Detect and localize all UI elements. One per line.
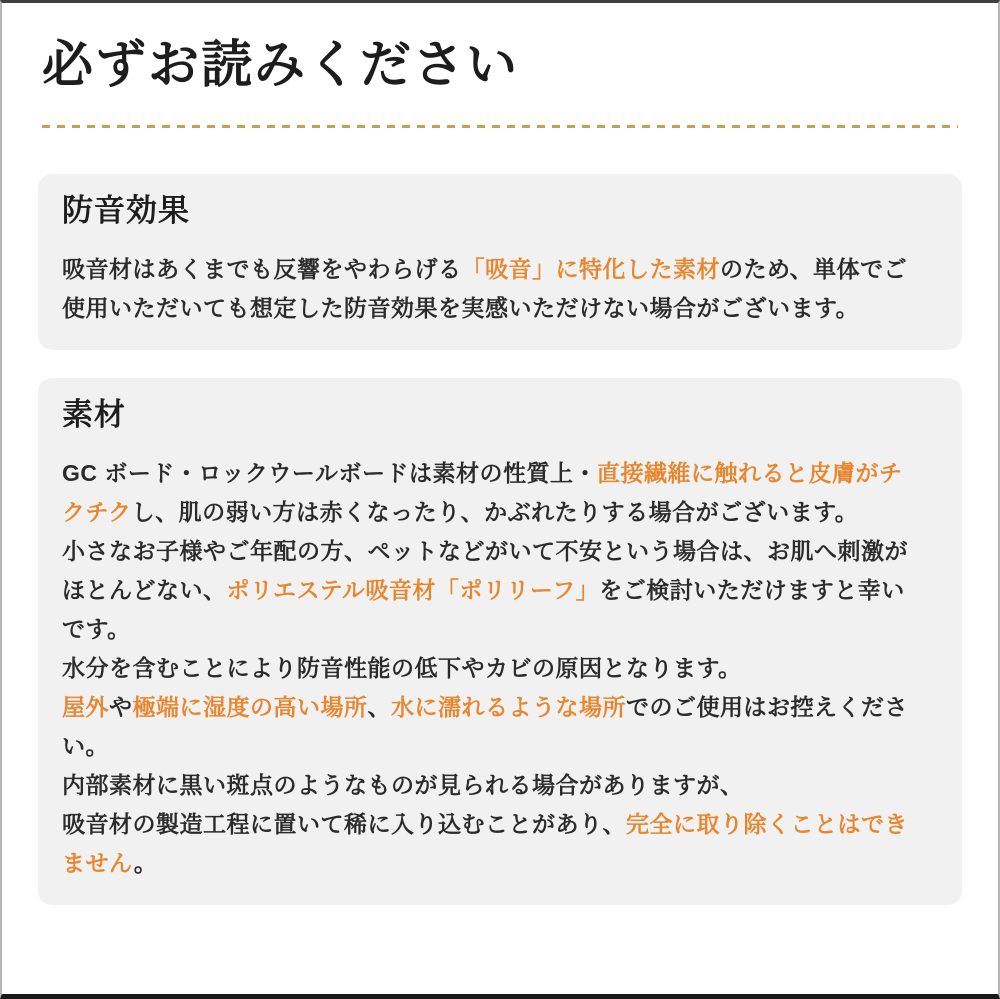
page-title: 必ずお読みください — [42, 36, 520, 93]
section-material — [38, 378, 962, 905]
body-text: ほとんどない、 — [62, 577, 227, 603]
body-text: GC ボード・ロックウールボードは素材の性質上・ — [62, 460, 597, 486]
highlighted-text: 屋外 — [62, 694, 109, 720]
highlighted-text: 極端に湿度の高い場所 — [132, 694, 368, 720]
highlighted-text: 完全に取り除くことはでき — [626, 811, 908, 837]
section-soundproofing — [38, 174, 962, 350]
body-text: 吸音材の製造工程に置いて稀に入り込むことがあり、 — [62, 811, 626, 837]
body-text: や — [109, 694, 133, 720]
highlighted-text: クチク — [62, 499, 132, 525]
highlighted-text: ません — [62, 850, 134, 876]
section-heading: 防音効果 — [62, 193, 190, 228]
body-text: 使用いただいても想定した防音効果を実感いただけない場合がございます。 — [62, 295, 860, 321]
body-text: い。 — [62, 733, 109, 759]
body-text: 、 — [367, 694, 391, 720]
body-text: 小さなお子様やご年配の方、ペットなどがいて不安という場合は、お肌へ刺激が — [62, 538, 908, 564]
highlighted-text: 「吸音」に特化した素材 — [461, 256, 720, 282]
section-body — [62, 454, 938, 883]
highlighted-text: 水に濡れるような場所 — [391, 694, 626, 720]
dashed-divider — [42, 125, 958, 128]
body-text: 。 — [133, 850, 158, 876]
highlighted-text: ポリエステル吸音材「ポリリーフ」 — [226, 577, 600, 603]
body-text: 吸音材はあくまでも反響をやわらげる — [62, 256, 462, 282]
body-text: のため、単体でご — [720, 256, 908, 282]
body-text: です。 — [62, 616, 131, 642]
section-body — [62, 250, 938, 328]
highlighted-text: 直接繊維に触れると皮膚がチ — [596, 460, 903, 486]
body-text: をご検討いただけますと幸い — [599, 577, 905, 603]
body-text: でのご使用はお控えくださ — [626, 694, 908, 720]
section-heading: 素材 — [62, 397, 126, 432]
body-text: 内部素材に黒い斑点のようなものが見られる場合がありますが、 — [62, 772, 744, 798]
body-text: 水分を含むことにより防音性能の低下やカビの原因となります。 — [62, 655, 742, 681]
body-text: し、肌の弱い方は赤くなったり、かぶれたりする場合がございます。 — [131, 499, 859, 525]
